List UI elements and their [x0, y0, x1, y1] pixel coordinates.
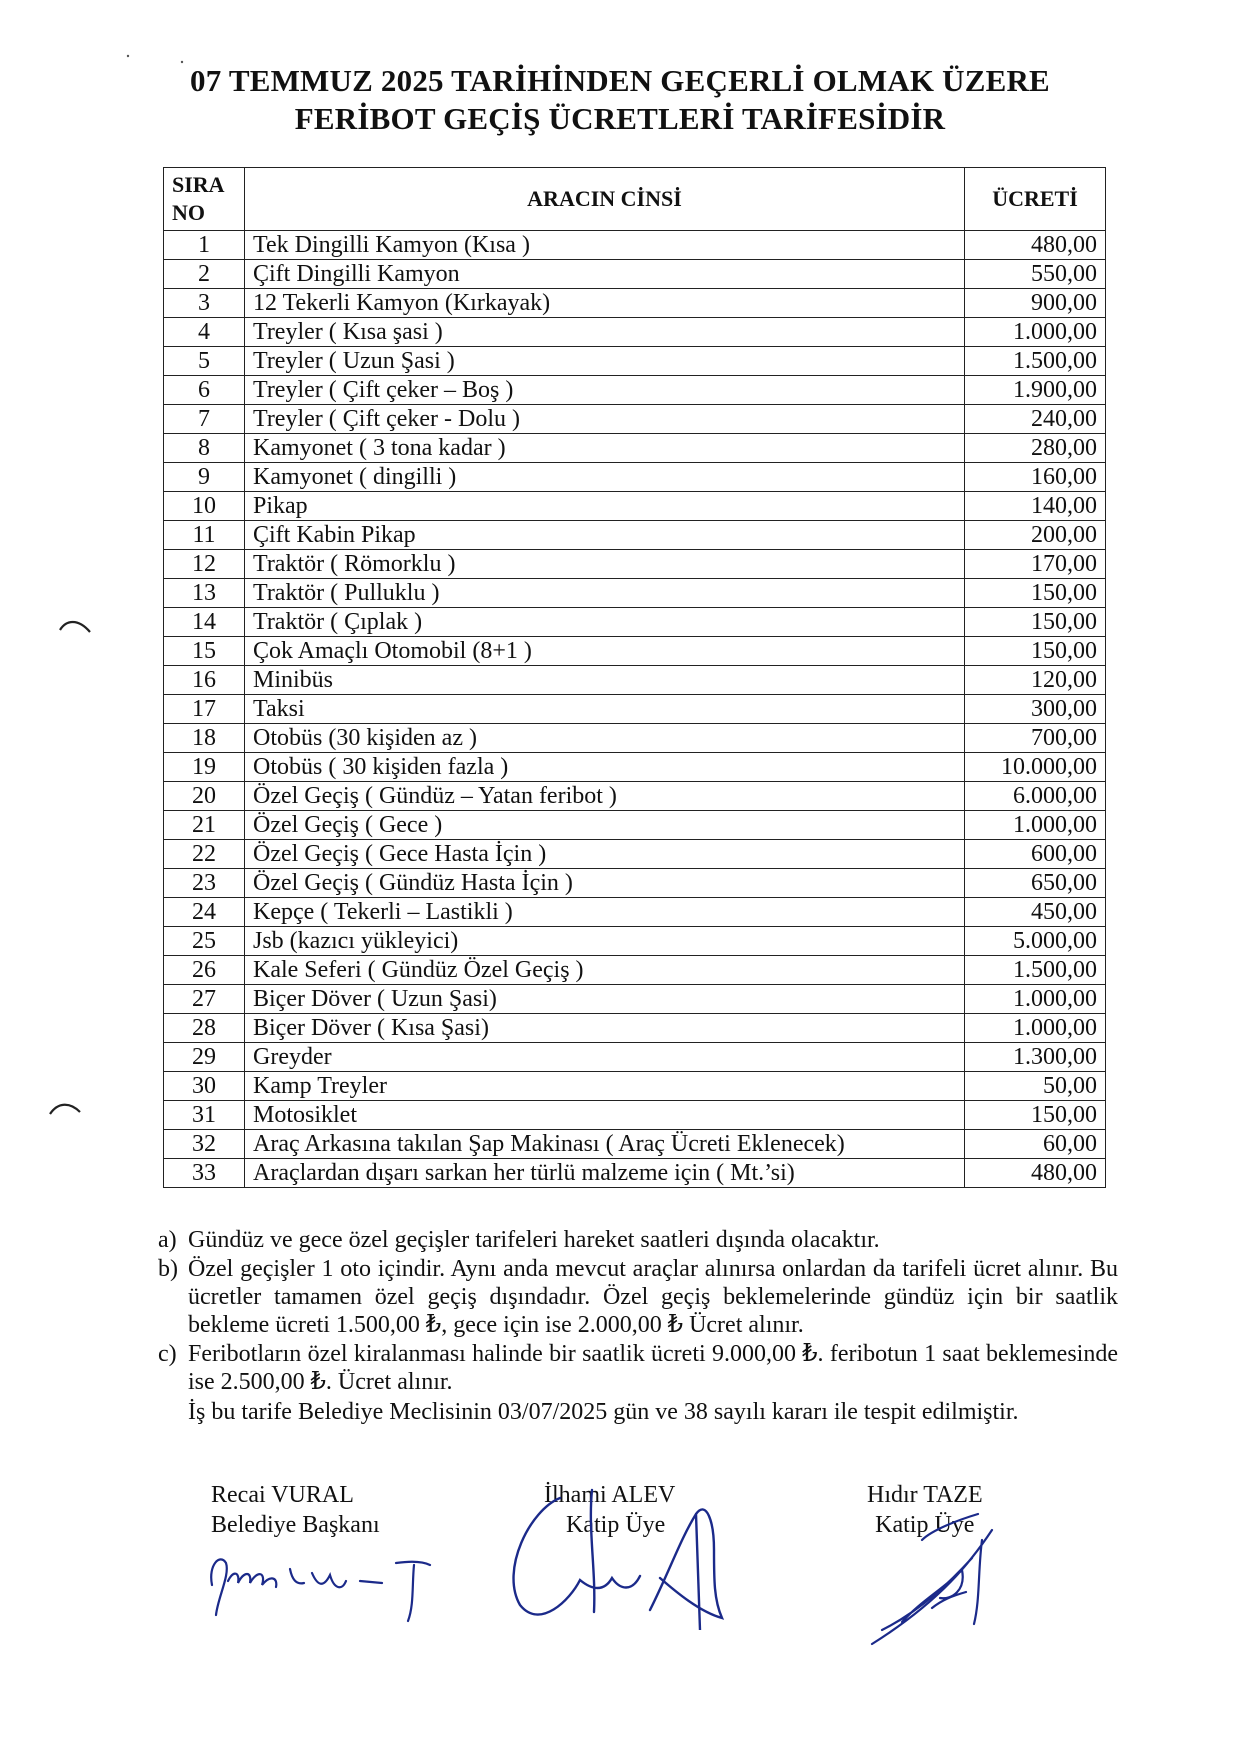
- signature-clerk-2: [862, 1500, 1012, 1650]
- vehicle-type: Araç Arkasına takılan Şap Makinası ( Araç Ücreti Eklenecek): [245, 1130, 965, 1159]
- row-number: 16: [164, 666, 245, 695]
- vehicle-type: Treyler ( Uzun Şasi ): [245, 347, 965, 376]
- fee-value: 600,00: [965, 840, 1106, 869]
- row-number: 22: [164, 840, 245, 869]
- fee-value: 900,00: [965, 289, 1106, 318]
- table-row: [164, 376, 1106, 405]
- notes-section: [158, 1226, 1118, 1426]
- fee-value: 150,00: [965, 637, 1106, 666]
- signature-clerk-1: [500, 1480, 740, 1630]
- vehicle-type: Greyder: [245, 1043, 965, 1072]
- table-row: [164, 434, 1106, 463]
- row-number: 4: [164, 318, 245, 347]
- vehicle-type: Traktör ( Römorklu ): [245, 550, 965, 579]
- fee-value: 300,00: [965, 695, 1106, 724]
- margin-mark: [56, 612, 96, 642]
- fee-value: 160,00: [965, 463, 1106, 492]
- signatory-name: Hıdır TAZE: [867, 1482, 983, 1508]
- fee-value: 150,00: [965, 579, 1106, 608]
- note-text: Özel geçişler 1 oto içindir. Aynı anda mevcut araçlar alınırsa onlardan da tarifeli ücret alınır. Bu ücretler tamamen özel geçiş dışındadır. Özel geçiş beklemelerinde gündüz için bir saatlik bekleme ücreti 1.500,00 ₺, gece için ise 2.000,00 ₺ Ücret alınır.: [188, 1256, 1118, 1338]
- vehicle-type: Özel Geçiş ( Gece ): [245, 811, 965, 840]
- table-row: [164, 956, 1106, 985]
- fee-table: [163, 167, 1106, 1188]
- margin-mark: [46, 1096, 86, 1122]
- title-line-1: 07 TEMMUZ 2025 TARİHİNDEN GEÇERLİ OLMAK ÜZERE: [190, 63, 1050, 98]
- header-fee: ÜCRETİ: [965, 168, 1106, 231]
- row-number: 1: [164, 231, 245, 260]
- table-row: [164, 521, 1106, 550]
- table-row: [164, 347, 1106, 376]
- vehicle-type: Kale Seferi ( Gündüz Özel Geçiş ): [245, 956, 965, 985]
- note-marker: a): [158, 1227, 177, 1253]
- table-row: [164, 289, 1106, 318]
- vehicle-type: Tek Dingilli Kamyon (Kısa ): [245, 231, 965, 260]
- table-row: [164, 405, 1106, 434]
- vehicle-type: Otobüs ( 30 kişiden fazla ): [245, 753, 965, 782]
- table-row: [164, 724, 1106, 753]
- table-row: [164, 927, 1106, 956]
- fee-value: 50,00: [965, 1072, 1106, 1101]
- table-row: [164, 1101, 1106, 1130]
- row-number: 31: [164, 1101, 245, 1130]
- signatory-name: İlhami ALEV: [544, 1482, 676, 1508]
- table-row: [164, 695, 1106, 724]
- vehicle-type: Treyler ( Çift çeker – Boş ): [245, 376, 965, 405]
- table-row: [164, 811, 1106, 840]
- fee-value: 1.000,00: [965, 318, 1106, 347]
- vehicle-type: Kamyonet ( 3 tona kadar ): [245, 434, 965, 463]
- row-number: 25: [164, 927, 245, 956]
- table-row: [164, 550, 1106, 579]
- header-sira-no: [164, 168, 245, 231]
- vehicle-type: Otobüs (30 kişiden az ): [245, 724, 965, 753]
- table-row: [164, 1130, 1106, 1159]
- row-number: 6: [164, 376, 245, 405]
- note-marker: c): [158, 1341, 177, 1367]
- header-vehicle-type: ARACIN CİNSİ: [245, 168, 965, 231]
- row-number: 13: [164, 579, 245, 608]
- signatory-role: Katip Üye: [875, 1512, 975, 1538]
- row-number: 17: [164, 695, 245, 724]
- row-number: 3: [164, 289, 245, 318]
- fee-value: 1.000,00: [965, 811, 1106, 840]
- fee-value: 480,00: [965, 231, 1106, 260]
- row-number: 30: [164, 1072, 245, 1101]
- fee-value: 170,00: [965, 550, 1106, 579]
- vehicle-type: Traktör ( Çıplak ): [245, 608, 965, 637]
- table-row: [164, 898, 1106, 927]
- vehicle-type: Pikap: [245, 492, 965, 521]
- row-number: 11: [164, 521, 245, 550]
- fee-value: 60,00: [965, 1130, 1106, 1159]
- vehicle-type: Taksi: [245, 695, 965, 724]
- table-row: [164, 869, 1106, 898]
- vehicle-type: Kepçe ( Tekerli – Lastikli ): [245, 898, 965, 927]
- vehicle-type: Treyler ( Kısa şasi ): [245, 318, 965, 347]
- fee-value: 480,00: [965, 1159, 1106, 1188]
- table-row: [164, 840, 1106, 869]
- table-row: [164, 231, 1106, 260]
- document-title: [0, 62, 1240, 138]
- fee-value: 150,00: [965, 608, 1106, 637]
- fee-value: 120,00: [965, 666, 1106, 695]
- row-number: 29: [164, 1043, 245, 1072]
- signature-mayor: [200, 1525, 450, 1625]
- row-number: 23: [164, 869, 245, 898]
- fee-value: 1.500,00: [965, 956, 1106, 985]
- vehicle-type: Özel Geçiş ( Gündüz – Yatan feribot ): [245, 782, 965, 811]
- table-row: [164, 608, 1106, 637]
- table-row: [164, 492, 1106, 521]
- signatory-name: Recai VURAL: [211, 1482, 354, 1508]
- signatory-role: Katip Üye: [566, 1512, 666, 1538]
- row-number: 19: [164, 753, 245, 782]
- note-text: Gündüz ve gece özel geçişler tarifeleri hareket saatleri dışında olacaktır.: [188, 1227, 880, 1253]
- table-row: [164, 579, 1106, 608]
- fee-value: 200,00: [965, 521, 1106, 550]
- fee-value: 650,00: [965, 869, 1106, 898]
- table-row: [164, 637, 1106, 666]
- table-row: [164, 1072, 1106, 1101]
- row-number: 15: [164, 637, 245, 666]
- row-number: 5: [164, 347, 245, 376]
- table-row: [164, 1159, 1106, 1188]
- header-sira: SIRA: [172, 172, 225, 197]
- row-number: 21: [164, 811, 245, 840]
- row-number: 27: [164, 985, 245, 1014]
- fee-value: 6.000,00: [965, 782, 1106, 811]
- vehicle-type: Traktör ( Pulluklu ): [245, 579, 965, 608]
- vehicle-type: Araçlardan dışarı sarkan her türlü malzeme için ( Mt.’si): [245, 1159, 965, 1188]
- table-row: [164, 782, 1106, 811]
- fee-value: 1.500,00: [965, 347, 1106, 376]
- table-row: [164, 985, 1106, 1014]
- fee-value: 700,00: [965, 724, 1106, 753]
- fee-value: 5.000,00: [965, 927, 1106, 956]
- header-no: NO: [172, 200, 205, 225]
- table-row: [164, 463, 1106, 492]
- row-number: 9: [164, 463, 245, 492]
- table-header-row: [164, 168, 1106, 231]
- table-row: [164, 260, 1106, 289]
- vehicle-type: Biçer Döver ( Kısa Şasi): [245, 1014, 965, 1043]
- table-row: [164, 753, 1106, 782]
- fee-value: 1.900,00: [965, 376, 1106, 405]
- vehicle-type: Kamyonet ( dingilli ): [245, 463, 965, 492]
- title-line-2: FERİBOT GEÇİŞ ÜCRETLERİ TARİFESİDİR: [294, 101, 946, 136]
- note-marker: b): [158, 1256, 178, 1282]
- row-number: 28: [164, 1014, 245, 1043]
- table-row: [164, 1043, 1106, 1072]
- fee-value: 150,00: [965, 1101, 1106, 1130]
- vehicle-type: Çok Amaçlı Otomobil (8+1 ): [245, 637, 965, 666]
- vehicle-type: Jsb (kazıcı yükleyici): [245, 927, 965, 956]
- fee-value: 240,00: [965, 405, 1106, 434]
- note-a: [158, 1226, 1118, 1254]
- table-row: [164, 318, 1106, 347]
- vehicle-type: Özel Geçiş ( Gündüz Hasta İçin ): [245, 869, 965, 898]
- vehicle-type: Treyler ( Çift çeker - Dolu ): [245, 405, 965, 434]
- fee-value: 280,00: [965, 434, 1106, 463]
- fee-value: 1.000,00: [965, 1014, 1106, 1043]
- vehicle-type: Motosiklet: [245, 1101, 965, 1130]
- row-number: 26: [164, 956, 245, 985]
- row-number: 20: [164, 782, 245, 811]
- fee-value: 450,00: [965, 898, 1106, 927]
- signatory-role: Belediye Başkanı: [211, 1512, 380, 1538]
- fee-value: 1.000,00: [965, 985, 1106, 1014]
- vehicle-type: Biçer Döver ( Uzun Şasi): [245, 985, 965, 1014]
- vehicle-type: Kamp Treyler: [245, 1072, 965, 1101]
- row-number: 12: [164, 550, 245, 579]
- fee-value: 10.000,00: [965, 753, 1106, 782]
- note-text: Feribotların özel kiralanması halinde bir saatlik ücreti 9.000,00 ₺. feribotun 1 saat beklemesinde ise 2.500,00 ₺. Ücret alınır.: [188, 1341, 1118, 1395]
- fee-value: 1.300,00: [965, 1043, 1106, 1072]
- vehicle-type: Çift Dingilli Kamyon: [245, 260, 965, 289]
- fee-value: 140,00: [965, 492, 1106, 521]
- row-number: 32: [164, 1130, 245, 1159]
- vehicle-type: Minibüs: [245, 666, 965, 695]
- row-number: 18: [164, 724, 245, 753]
- council-resolution: İş bu tarife Belediye Meclisinin 03/07/2025 gün ve 38 sayılı kararı ile tespit edilmiştir.: [188, 1399, 1019, 1425]
- row-number: 14: [164, 608, 245, 637]
- fee-value: 550,00: [965, 260, 1106, 289]
- row-number: 7: [164, 405, 245, 434]
- row-number: 2: [164, 260, 245, 289]
- row-number: 8: [164, 434, 245, 463]
- note-c: [158, 1340, 1118, 1396]
- row-number: 33: [164, 1159, 245, 1188]
- table-row: [164, 666, 1106, 695]
- row-number: 24: [164, 898, 245, 927]
- vehicle-type: Çift Kabin Pikap: [245, 521, 965, 550]
- table-row: [164, 1014, 1106, 1043]
- note-b: [158, 1255, 1118, 1339]
- vehicle-type: Özel Geçiş ( Gece Hasta İçin ): [245, 840, 965, 869]
- vehicle-type: 12 Tekerli Kamyon (Kırkayak): [245, 289, 965, 318]
- row-number: 10: [164, 492, 245, 521]
